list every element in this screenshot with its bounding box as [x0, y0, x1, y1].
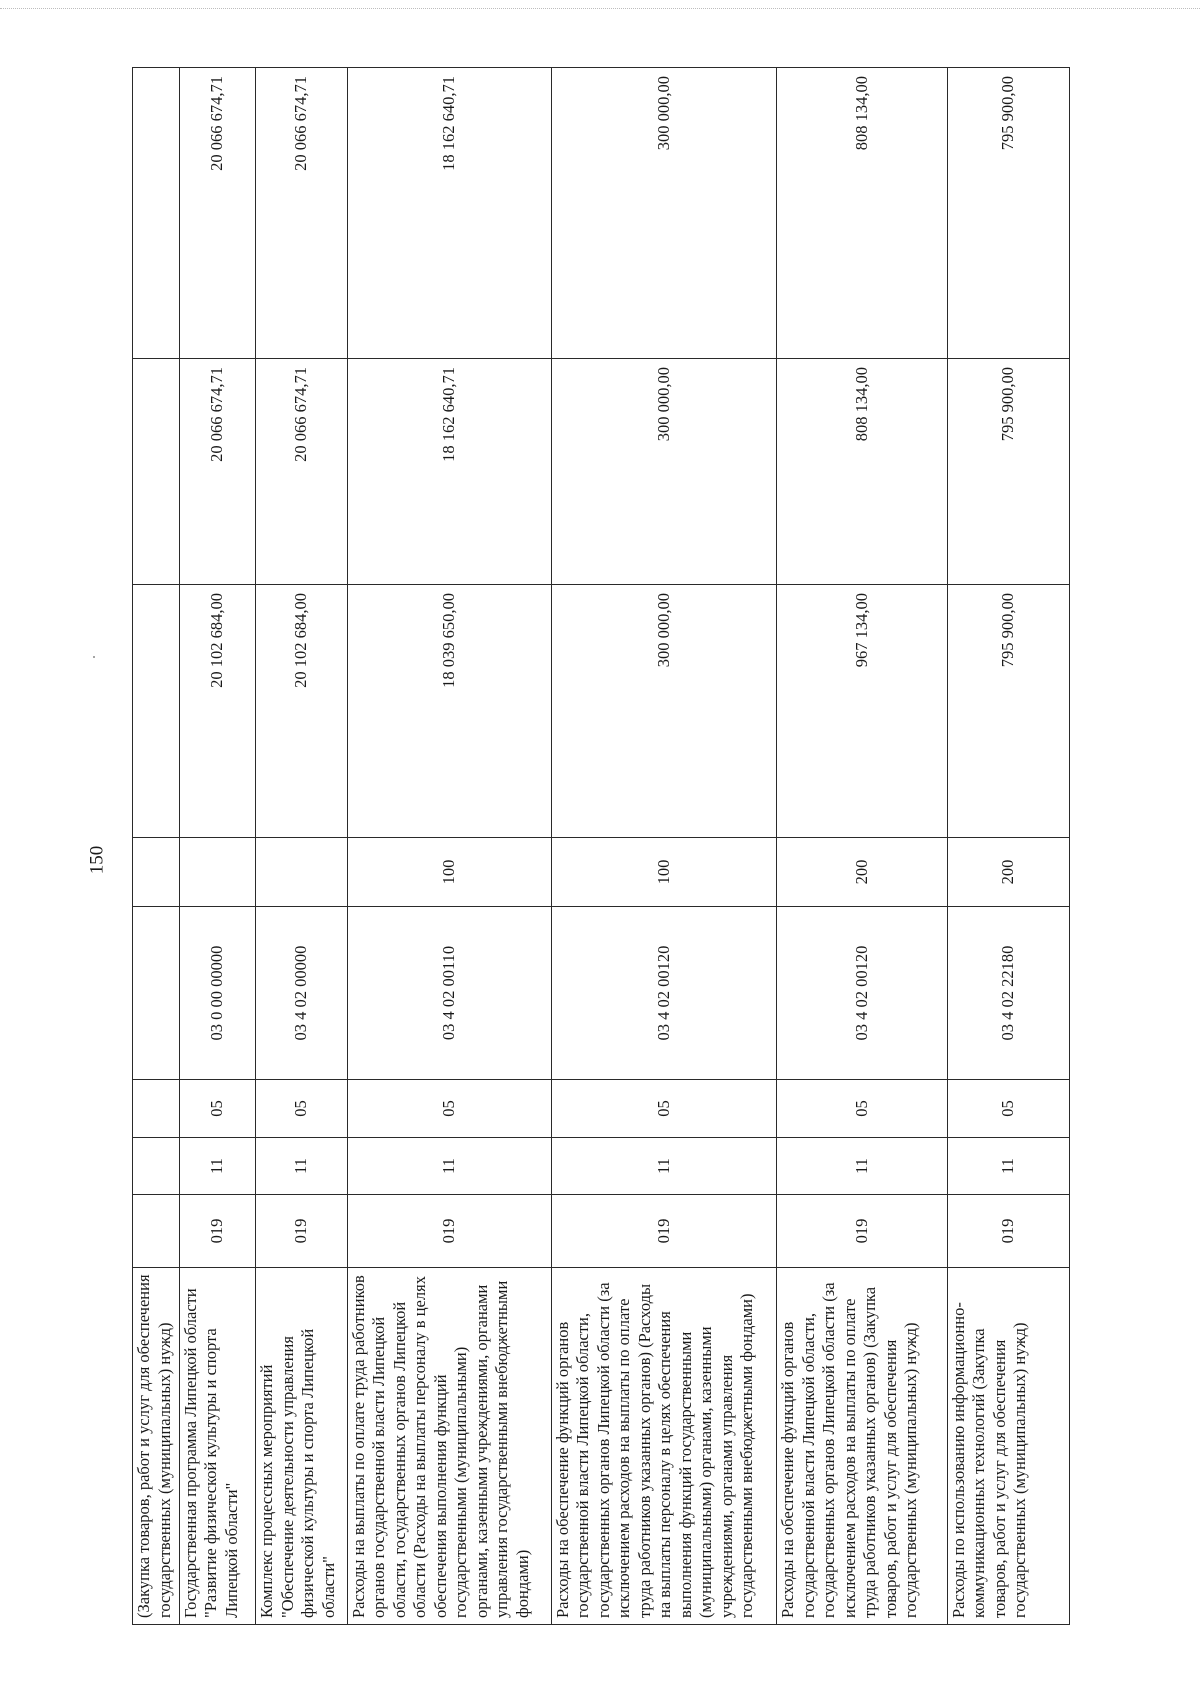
cell-expense-type: 200 [947, 838, 1069, 907]
cell-name: Государственная программа Липецкой области "Развитие физической культуры и спорта Липецкой области" [179, 1268, 255, 1625]
table-row [347, 68, 551, 1625]
table-row [256, 68, 348, 1625]
cell-sum-2 [133, 359, 180, 585]
table-row [947, 68, 1069, 1625]
cell-sum-1: 967 134,00 [777, 585, 947, 838]
cell-subsection-code: 05 [179, 1080, 255, 1138]
budget-table [132, 67, 1070, 1625]
cell-sum-3: 808 134,00 [777, 68, 947, 359]
cell-ministry-code: 019 [551, 1195, 777, 1268]
cell-expense-type: 100 [347, 838, 551, 907]
cell-target-article: 03 0 00 00000 [179, 907, 255, 1080]
cell-sum-1: 20 102 684,00 [256, 585, 348, 838]
cell-sum-1: 795 900,00 [947, 585, 1069, 838]
cell-sum-2: 795 900,00 [947, 359, 1069, 585]
cell-sum-1 [133, 585, 180, 838]
cell-ministry-code: 019 [256, 1195, 348, 1268]
scan-speck [93, 656, 95, 658]
cell-sum-3: 300 000,00 [551, 68, 777, 359]
cell-sum-1: 300 000,00 [551, 585, 777, 838]
cell-section-code [133, 1138, 180, 1195]
table-row [133, 68, 180, 1625]
cell-section-code: 11 [551, 1138, 777, 1195]
cell-section-code: 11 [256, 1138, 348, 1195]
cell-sum-3: 20 066 674,71 [256, 68, 348, 359]
cell-section-code: 11 [947, 1138, 1069, 1195]
scan-edge [0, 8, 1200, 9]
cell-sum-2: 300 000,00 [551, 359, 777, 585]
cell-ministry-code: 019 [347, 1195, 551, 1268]
cell-subsection-code: 05 [551, 1080, 777, 1138]
cell-expense-type [256, 838, 348, 907]
cell-target-article: 03 4 02 00000 [256, 907, 348, 1080]
cell-subsection-code [133, 1080, 180, 1138]
cell-sum-3: 795 900,00 [947, 68, 1069, 359]
cell-sum-2: 808 134,00 [777, 359, 947, 585]
cell-target-article: 03 4 02 00120 [777, 907, 947, 1080]
cell-sum-1: 18 039 650,00 [347, 585, 551, 838]
cell-sum-2: 20 066 674,71 [256, 359, 348, 585]
table-row [179, 68, 255, 1625]
cell-section-code: 11 [179, 1138, 255, 1195]
table-row [551, 68, 777, 1625]
cell-sum-3 [133, 68, 180, 359]
rotated-page-content [132, 68, 1070, 1625]
cell-sum-2: 18 162 640,71 [347, 359, 551, 585]
cell-ministry-code: 019 [777, 1195, 947, 1268]
cell-sum-3: 20 066 674,71 [179, 68, 255, 359]
cell-target-article: 03 4 02 00110 [347, 907, 551, 1080]
cell-expense-type [179, 838, 255, 907]
cell-ministry-code: 019 [947, 1195, 1069, 1268]
cell-target-article [133, 907, 180, 1080]
cell-subsection-code: 05 [947, 1080, 1069, 1138]
page-number-text: 150 [86, 845, 107, 875]
cell-target-article: 03 4 02 22180 [947, 907, 1069, 1080]
cell-subsection-code: 05 [777, 1080, 947, 1138]
cell-sum-1: 20 102 684,00 [179, 585, 255, 838]
cell-ministry-code: 019 [179, 1195, 255, 1268]
cell-target-article: 03 4 02 00120 [551, 907, 777, 1080]
budget-table-container [132, 68, 1070, 1625]
cell-section-code: 11 [347, 1138, 551, 1195]
cell-section-code: 11 [777, 1138, 947, 1195]
cell-name: Расходы на выплаты по оплате труда работников органов государственной власти Липецкой области, государственных органов Липецкой области (Расходы на выплаты персоналу в целях обеспечения выполнения функций государственными (муниципальными) органами, казенными учреждениями, органами управления государственными внебюджетными фондами) [347, 1268, 551, 1625]
table-body [133, 68, 1070, 1625]
cell-expense-type: 100 [551, 838, 777, 907]
cell-expense-type: 200 [777, 838, 947, 907]
table-row [777, 68, 947, 1625]
cell-ministry-code [133, 1195, 180, 1268]
cell-sum-3: 18 162 640,71 [347, 68, 551, 359]
cell-name: Комплекс процессных мероприятий "Обеспечение деятельности управления физической культуры и спорта Липецкой области" [256, 1268, 348, 1625]
cell-name: Расходы по использованию информационно-коммуникационных технологий (Закупка товаров, работ и услуг для обеспечения государственных (муниципальных) нужд) [947, 1268, 1069, 1625]
cell-name: Расходы на обеспечение функций органов государственной власти Липецкой области, государственных органов Липецкой области (за исключением расходов на выплаты по оплате труда работников указанных органов) (Закупка товаров, работ и услуг для обеспечения государственных (муниципальных) нужд) [777, 1268, 947, 1625]
page-number [82, 830, 112, 890]
cell-subsection-code: 05 [256, 1080, 348, 1138]
cell-name: (Закупка товаров, работ и услуг для обеспечения государственных (муниципальных) нужд) [133, 1268, 180, 1625]
cell-name: Расходы на обеспечение функций органов государственной власти Липецкой области, государственных органов Липецкой области (за исключением расходов на выплаты по оплате труда работников указанных органов) (Расходы на выплаты персоналу в целях обеспечения выполнения функций государственными (муниципальными) органами, казенными учреждениями, органами управления государственными внебюджетными фондами) [551, 1268, 777, 1625]
cell-sum-2: 20 066 674,71 [179, 359, 255, 585]
cell-subsection-code: 05 [347, 1080, 551, 1138]
cell-expense-type [133, 838, 180, 907]
